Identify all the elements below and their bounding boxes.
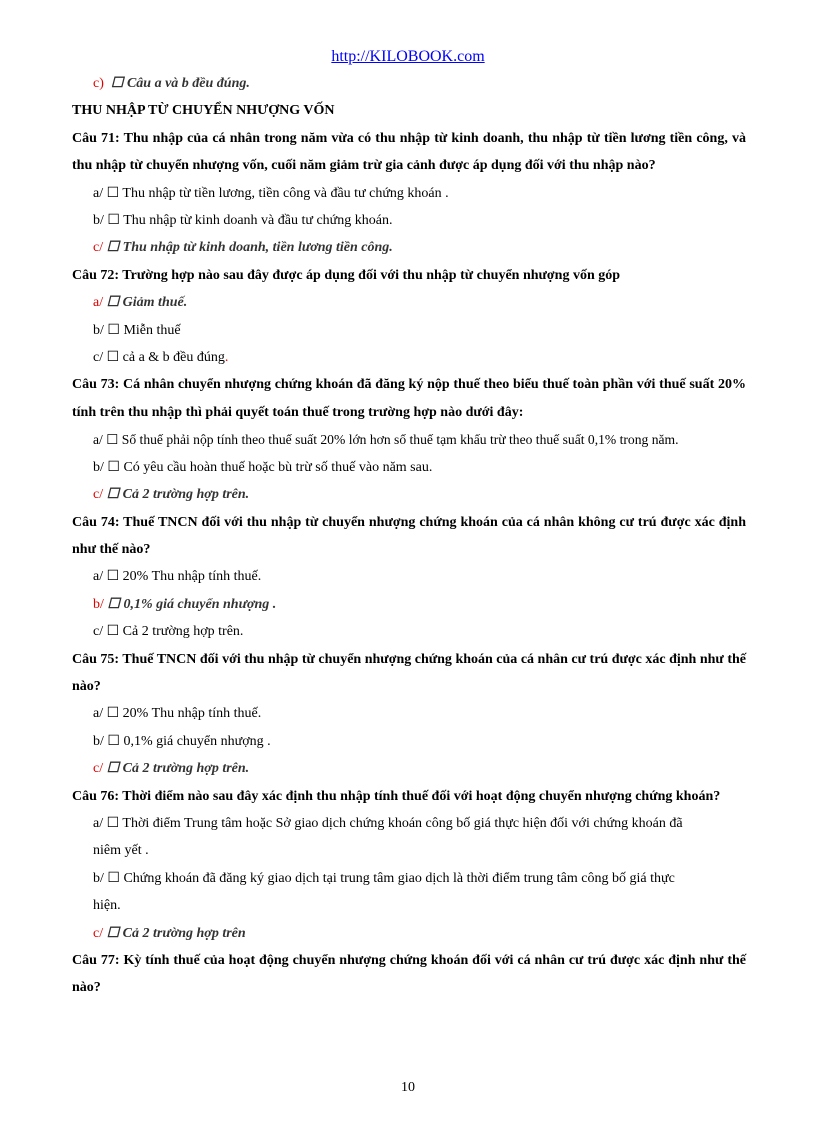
answer-text: ☐ Cả 2 trường hợp trên. (103, 487, 250, 503)
page-number: 10 (401, 1080, 415, 1095)
answer-label: c/ (93, 487, 104, 503)
question-74: Câu 74: Thuế TNCN đối với thu nhập từ chuyển nhượng chứng khoán của cá nhân không cư trú được xác định như thế nào? (72, 514, 746, 557)
answer-text: Câu a và b đều đúng. (126, 76, 250, 91)
answer-label: c/ (93, 925, 104, 941)
answer-text: ☐ 0,1% giá chuyển nhượng . (103, 596, 277, 612)
q75-option-b: b/ ☐ 0,1% giá chuyển nhượng . (93, 733, 271, 749)
question-77: Câu 77: Kỳ tính thuế của hoạt động chuyển nhượng chứng khoán đối với cá nhân cư trú được xác định như thế nào? (72, 953, 746, 996)
checkbox-icon: ☐ (110, 76, 124, 91)
q73-option-c (93, 481, 746, 508)
q75-option-a: a/ ☐ 20% Thu nhập tính thuế. (93, 706, 262, 722)
q74-option-c: c/ ☐ Cả 2 trường hợp trên. (93, 624, 244, 640)
answer-label: c/ (93, 240, 104, 256)
q76-option-b-cont: hiện. (93, 898, 121, 914)
q71-option-c (93, 234, 746, 261)
top-option-c (93, 70, 746, 97)
question-73: Câu 73: Cá nhân chuyển nhượng chứng khoán đã đăng ký nộp thuế theo biểu thuế toàn phần với thuế suất 20% tính trên thu nhập thì phải quyết toán thuế trong trường hợp nào dưới đây: (72, 377, 746, 420)
q72-option-c (93, 344, 746, 371)
q74-option-b (93, 591, 746, 618)
q71-option-a: a/ ☐ Thu nhập từ tiền lương, tiền công và đầu tư chứng khoán . (93, 185, 449, 201)
q72-option-b: b/ ☐ Miễn thuế (93, 322, 181, 338)
section-title: THU NHẬP TỪ CHUYỂN NHƯỢNG VỐN (72, 103, 335, 119)
q76-option-a-cont: niêm yết . (93, 843, 149, 859)
question-72: Câu 72: Trường hợp nào sau đây được áp dụng đối với thu nhập từ chuyển nhượng vốn góp (72, 267, 621, 283)
answer-text: ☐ Giảm thuế. (103, 295, 188, 311)
option-text: c/ ☐ cả a & b đều đúng (93, 350, 225, 366)
answer-label: c/ (93, 761, 104, 777)
q76-option-b: b/ ☐ Chứng khoán đã đăng ký giao dịch tại trung tâm giao dịch là thời điểm trung tâm công bố giá thực (93, 870, 675, 886)
answer-text: ☐ Thu nhập từ kinh doanh, tiền lương tiền công. (103, 240, 393, 256)
option-dot: . (224, 350, 229, 366)
q76-option-a: a/ ☐ Thời điểm Trung tâm hoặc Sở giao dịch chứng khoán công bố giá thực hiện đối với chứng khoán đã (93, 815, 683, 831)
question-71: Câu 71: Thu nhập của cá nhân trong năm vừa có thu nhập từ kinh doanh, thu nhập từ tiền lương tiền công, và thu nhập từ chuyển nhượng vốn, cuối năm giảm trừ gia cảnh được áp dụng đối với thu nhập nào? (72, 130, 746, 174)
q74-option-a: a/ ☐ 20% Thu nhập tính thuế. (93, 569, 262, 585)
question-76: Câu 76: Thời điểm nào sau đây xác định thu nhập tính thuế đối với hoạt động chuyển nhượng chứng khoán? (72, 788, 721, 804)
page-header (0, 48, 816, 66)
q73-option-b: b/ ☐ Có yêu cầu hoàn thuế hoặc bù trừ số thuế vào năm sau. (93, 459, 433, 475)
q75-option-c (93, 755, 746, 782)
question-number: Câu 75 (72, 651, 115, 667)
answer-label: b/ (93, 596, 104, 612)
q73-option-a: a/ ☐ Số thuế phải nộp tính theo thuế suất 20% lớn hơn số thuế tạm khấu trừ theo thuế suất 0,1% trong năm. (93, 432, 679, 448)
answer-label: a/ (93, 295, 104, 311)
q71-option-b: b/ ☐ Thu nhập từ kinh doanh và đầu tư chứng khoán. (93, 213, 393, 229)
question-75 (72, 646, 746, 701)
q76-option-c (93, 920, 746, 947)
answer-label: c) (93, 76, 104, 91)
q72-option-a (93, 289, 746, 316)
answer-text: ☐ Cả 2 trường hợp trên (103, 925, 246, 941)
page-content (72, 70, 746, 1002)
header-link[interactable]: http://KILOBOOK.com (331, 48, 485, 65)
answer-text: ☐ Cả 2 trường hợp trên. (103, 761, 250, 777)
question-text: : Thuế TNCN đối với thu nhập từ chuyển nhượng chứng khoán của cá nhân cư trú được xác định như thế nào? (72, 651, 746, 694)
